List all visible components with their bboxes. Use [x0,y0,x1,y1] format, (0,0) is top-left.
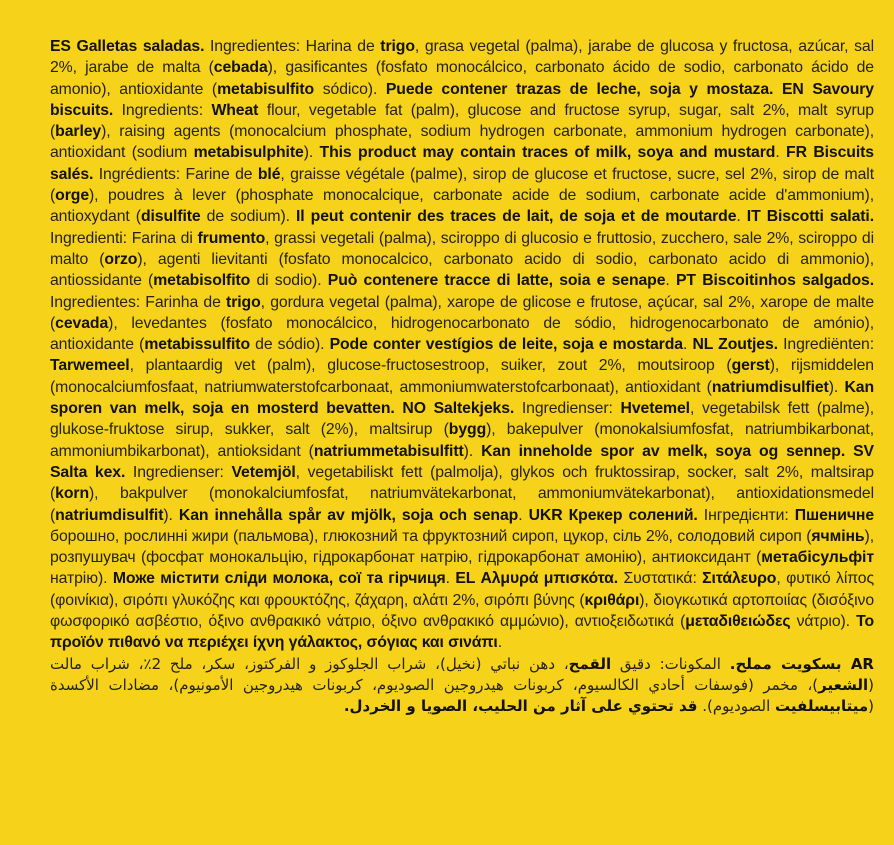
bold-text-segment: trigo [226,293,261,311]
text-segment: , grasa vegetal (palma), jarabe de glucosa y fructosa, azúcar, sal 2%, jarabe de malta ( [50,38,874,77]
bold-text-segment: NL Zoutjes. [692,336,778,354]
text-segment: . [518,506,529,524]
bold-text-segment: UKR Крекер солений. [528,506,698,524]
text-segment: . [775,144,787,162]
bold-text-segment: metabisulphite [193,144,304,162]
text-segment: . [736,208,747,226]
text-segment: المكونات: دقيق [611,654,730,673]
bold-text-segment: blé [257,165,281,183]
bold-text-segment: Може містити сліди молока, сої та гірчиця [112,570,446,588]
text-segment: ). [463,442,482,460]
text-segment: Ingredienser: [514,400,621,418]
text-segment: di sodio). [250,272,328,290]
text-segment: de sódio). [250,336,330,354]
bold-text-segment: Vetemjöl [231,463,296,481]
bold-text-segment: EN Savoury biscuits. [50,80,874,119]
text-segment: ). [303,144,320,162]
text-segment: Συστατικά: [618,570,703,588]
bold-text-segment: metabisolfito [153,272,251,290]
text-segment: . [665,272,676,290]
bold-text-segment: gerst [731,357,770,375]
bold-text-segment: الشعير [818,675,869,694]
bold-text-segment: κριθάρι [584,591,640,609]
bold-text-segment: korn [55,485,90,503]
bold-text-segment: μεταδιθειώδες [685,613,791,631]
text-segment: . [445,570,456,588]
bold-text-segment: EL Αλμυρά μπισκότα. [455,570,619,588]
bold-text-segment: Kan inneholde spor av melk, soya og sennep. [481,442,846,460]
bold-text-segment: Hvetemel [620,400,690,418]
text-segment: , graisse végétale (palme), sirop de glucose et fructose, sucre, sel 2%, sirop de malt ( [50,165,874,205]
ingredients-text-arabic [50,654,874,718]
text-segment: ), gasificantes (fosfato monocálcico, carbonato ácido de sodio, carbonato ácido de amonio), antioxidante ( [50,59,874,98]
text-segment: . [682,336,693,354]
bold-text-segment: cebada [213,59,268,77]
bold-text-segment: метабісульфіт [761,549,874,567]
text-segment: , φυτικό λίπος (φοινίκια), σιρόπι γλυκόζης και φρουκτόζης, ζάχαρη, αλάτι 2%, σιρόπι βύνης ( [50,570,874,609]
text-segment: Ingredients: [113,101,212,119]
bold-text-segment: ES Galletas saladas. [50,38,205,55]
bold-text-segment: NO Saltekjeks. [402,400,515,418]
bold-text-segment: natriummetabisulfitt [313,442,464,460]
text-segment: , plantaardig vet (palm), glucose-fructosestroop, suiker, zout 2%, moutsiroop ( [129,357,732,375]
text-segment: ), poudres à lever (phosphate monocalcique, carbonate acide de sodium, carbonate acide d'ammonium), antioxydant ( [50,187,874,226]
bold-text-segment: قد تحتوي على آثار من الحليب، الصويا و الخردل. [343,697,698,716]
text-segment: Ingredientes: Harina de [204,38,381,55]
text-segment: Ingredienti: Farina di [50,229,198,247]
text-segment: Ingredientes: Farinha de [50,293,227,311]
bold-text-segment: FR Biscuits salés. [50,144,874,183]
bold-text-segment: metabissulfito [144,336,250,354]
text-segment: Інгредієнти: [697,506,795,524]
bold-text-segment: القمح [568,654,612,673]
bold-text-segment: bygg [448,421,487,439]
bold-text-segment: frumento [197,229,266,247]
bold-text-segment: AR بسكويت مملح. [729,654,874,673]
text-segment: de sodium). [200,208,296,226]
text-segment: Ingredienser: [125,463,232,481]
bold-text-segment: barley [55,123,102,141]
bold-text-segment: orzo [104,250,138,268]
bold-text-segment: Tarwemeel [50,357,130,375]
bold-text-segment: ميتابيسلفيت [775,697,869,716]
bold-text-segment: ячмінь [811,527,865,545]
text-segment: ). [828,378,845,396]
bold-text-segment: Pode conter vestígios de leite, soja e mostarda [329,336,683,354]
text-segment: ، دهن نباتي (نخيل)، شراب الجلوكوز و الفركتوز، سكر، ملح 2٪، شراب مالت ( [50,654,874,694]
text-segment: الصوديوم). [697,697,776,716]
bold-text-segment: Το προϊόν πιθανό να περιέχει ίχνη γάλακτος, σόγιας και σινάπι [50,613,874,652]
text-segment: ), levedantes (fosfato monocálcico, hidrogenocarbonato de sódio, hidrogenocarbonato de amónio), antioxidante ( [50,314,874,354]
text-segment: ), bakepulver (monokalsiumfosfat, natriumbikarbonat, ammoniumbikarbonat), antioksidant ( [50,421,874,460]
text-segment: ). [163,506,179,524]
bold-text-segment: SV Salta kex. [50,442,874,481]
text-segment: )، مخمر (فوسفات أحادي الكالسيوم، كربونات هيدروجين الصوديوم، كربونات هيدروجين الأمونيوم)، مضادات الأكسدة ( [50,675,874,716]
bold-text-segment: Può contenere tracce di latte, soia e senape [327,272,666,290]
ingredients-text-multilingual [50,36,874,654]
bold-text-segment: Kan innehålla spår av mjölk, soja och senap [178,506,519,524]
text-segment: ), raising agents (monocalcium phosphate, sodium hydrogen carbonate, ammonium hydrogen carbonate), antioxidant (sodium [50,123,874,162]
bold-text-segment: PT Biscoitinhos salgados. [675,272,875,290]
text-segment: , gordura vegetal (palma), xarope de glicose e frutose, açúcar, sal 2%, xarope de malte ( [50,293,875,332]
bold-text-segment: IT Biscotti salati. [746,208,875,226]
bold-text-segment: Пшеничне [794,506,875,524]
text-segment: νάτριο). [790,613,857,631]
text-segment: flour, vegetable fat (palm), glucose and fructose syrup, sugar, salt 2%, malt syrup ( [50,101,874,141]
text-segment [845,443,853,460]
text-segment: Ingrédients: Farine de [93,165,258,183]
text-segment: sódico). [314,80,386,98]
text-segment: борошно, рослинні жири (пальмова), глюкозний та фруктозний сироп, цукор, сіль 2%, солодовий сироп ( [50,527,812,545]
text-segment: , vegetabilsk fett (palme), glukose-fruktose sirup, sukker, salt (2%), maltsirup ( [50,400,875,439]
bold-text-segment: metabisulfito [217,80,315,98]
text-segment: . [497,634,502,652]
bold-text-segment: cevada [55,314,109,332]
text-segment: Ingrediënten: [777,336,875,354]
text-segment: ), rijsmiddelen (monocalciumfosfaat, natriumwaterstofcarbonaat, ammoniumwaterstofcarbonaat), antioxidant ( [50,357,874,396]
bold-text-segment: Il peut contenir des traces de lait, de soja et de moutarde [296,208,737,226]
text-segment [773,81,782,98]
text-segment: ), bakpulver (monokalciumfosfat, natriumvätekarbonat, ammoniumvätekarbonat), antioxidationsmedel ( [50,485,874,524]
text-segment: , grassi vegetali (palma), sciroppo di glucosio e fruttosio, zucchero, sale 2%, sciroppo di malto ( [50,229,874,268]
bold-text-segment: Puede contener trazas de leche, soja y mostaza. [385,80,774,98]
text-segment: ), agenti lievitanti (fosfato monocalcico, carbonato acido di sodio, carbonato acido di ammonio), antiossidante ( [50,250,875,290]
bold-text-segment: Σιτάλευρο [702,570,777,588]
bold-text-segment: disulfite [140,208,201,226]
text-segment: ), διογκωτικά αρτοποιίας (δισόξινο φωσφορικό ασβέστιο, όξινο ανθρακικό νάτριο, όξινο ανθρακικό αμμώνιο), αντιοξειδωτικά ( [50,591,875,631]
bold-text-segment: Wheat [211,101,259,119]
bold-text-segment: orge [55,187,90,205]
bold-text-segment: Kan sporen van melk, soja en mosterd bevatten. [50,378,874,418]
text-segment: ), розпушувач (фосфат монокальцію, гідрокарбонат натрію, гідрокарбонат амонію), антиоксидант ( [50,527,874,567]
bold-text-segment: trigo [380,38,415,55]
text-segment: натрію). [50,570,113,588]
text-segment: , vegetabiliskt fett (palmolja), glykos och fruktossirap, socker, salt 2%, maltsirap ( [50,463,874,503]
bold-text-segment: natriumdisulfit [55,506,164,524]
bold-text-segment: natriumdisulfiet [711,378,829,396]
bold-text-segment: This product may contain traces of milk, soya and mustard [319,144,776,162]
